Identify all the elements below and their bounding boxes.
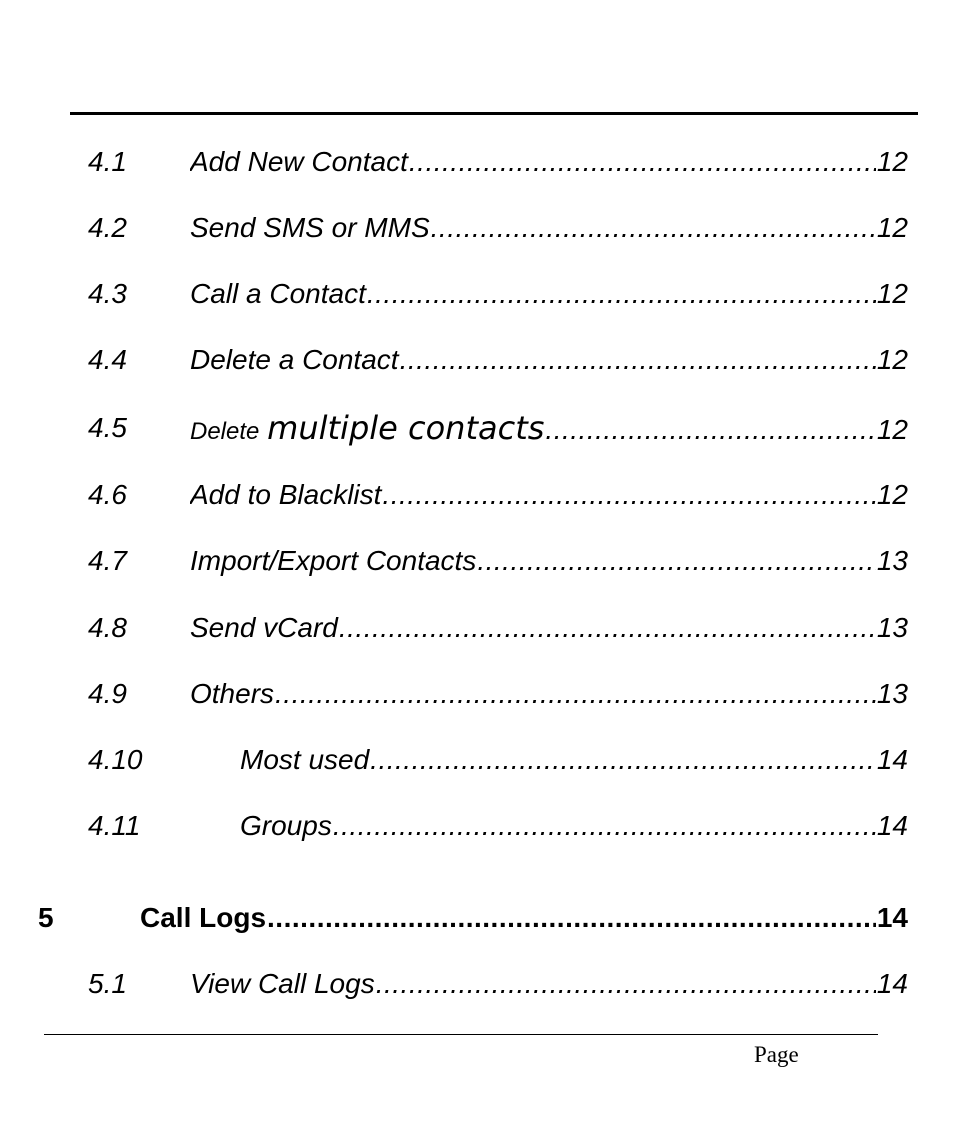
toc-entry[interactable] [0,206,954,250]
toc-entry-title: Import/Export Contacts [190,545,477,576]
toc-entry-page: 13 [876,612,908,643]
toc-entry-line [190,962,908,1006]
toc-entry-title: Add to Blacklist [190,479,382,510]
dot-leader [376,962,876,1006]
toc-entry-title: Send SMS or MMS [190,212,430,243]
toc-entry-title: Add New Contact [190,146,408,177]
toc-entry-number: 4.4 [88,344,127,375]
toc-entry-number: 4.2 [88,212,127,243]
toc-entry-line [240,804,908,848]
toc-entry-line [190,140,908,184]
toc-entry[interactable] [0,962,954,1006]
toc-entry[interactable] [0,140,954,184]
toc-entry[interactable] [0,272,954,316]
dot-leader [367,272,876,316]
toc-entry-number: 4.3 [88,278,127,309]
toc-entry-number: 4.6 [88,479,127,510]
toc-entry[interactable] [0,804,954,848]
toc-entry-page: 14 [876,968,908,999]
dot-leader [400,338,876,382]
toc-entry-title: Delete a Contact [190,344,399,375]
toc-entry-title: Most used [240,744,370,775]
toc-entry-line [190,672,908,716]
toc-entry-page: 14 [876,744,908,775]
toc-entry-number: 5.1 [88,968,127,999]
toc-entry-title: Others [190,678,275,709]
header-rule [70,112,918,115]
toc-entry-line [190,406,908,454]
toc-entry-line [190,206,908,250]
toc-entry[interactable] [0,406,954,450]
footer-rule [44,1034,878,1035]
toc-entry-title: Call a Contact [190,278,366,309]
dot-leader [409,140,876,184]
toc-entry[interactable] [0,473,954,517]
toc-entry-number: 4.9 [88,678,127,709]
toc-entry[interactable] [0,672,954,716]
toc-entry-line [190,272,908,316]
toc-entry-line [240,738,908,782]
toc-entry-title [190,406,544,454]
toc-chapter-page: 14 [876,902,908,933]
toc-chapter[interactable] [0,896,954,940]
toc-entry-page: 12 [876,212,908,243]
toc-chapter-title: Call Logs [140,902,267,933]
dot-leader [477,539,876,583]
toc-entry-page: 12 [876,479,908,510]
toc-entry[interactable] [0,539,954,583]
toc-chapter-line [140,896,908,940]
toc-chapter-number: 5 [38,902,54,933]
toc-entry-line [190,606,908,650]
toc-entry-number: 4.1 [88,146,127,177]
toc-entry-page: 12 [876,146,908,177]
toc-entry-number: 4.7 [88,545,127,576]
toc-entry-number: 4.11 [88,810,141,841]
toc-entry-title: View Call Logs [190,968,375,999]
footer-page-label: Page [754,1042,799,1067]
toc-entry-line [190,539,908,583]
dot-leader [370,738,876,782]
toc-entry-title-part2: multiple contacts [267,409,545,447]
toc-entry[interactable] [0,338,954,382]
toc-entry-line [190,473,908,517]
toc-entry-number: 4.5 [88,412,127,443]
toc-entry-page: 13 [876,678,908,709]
toc-entry-title: Send vCard [190,612,338,643]
toc-entry-page: 14 [876,810,908,841]
dot-leader [275,672,876,716]
dot-leader [431,206,876,250]
dot-leader [339,606,876,650]
toc-entry-page: 13 [876,545,908,576]
dot-leader [545,408,875,452]
toc-entry-number: 4.10 [88,744,143,775]
dot-leader [333,804,876,848]
toc-entry-line [190,338,908,382]
dot-leader [382,473,875,517]
toc-entry-number: 4.8 [88,612,127,643]
toc-entry[interactable] [0,606,954,650]
toc-entry-title-part1: Delete [190,418,260,445]
toc-entry-page: 12 [876,278,908,309]
dot-leader [267,896,876,940]
toc-entry-page: 12 [876,414,908,445]
toc-entry-title: Groups [240,810,332,841]
toc-entry[interactable] [0,738,954,782]
toc-entry-page: 12 [876,344,908,375]
